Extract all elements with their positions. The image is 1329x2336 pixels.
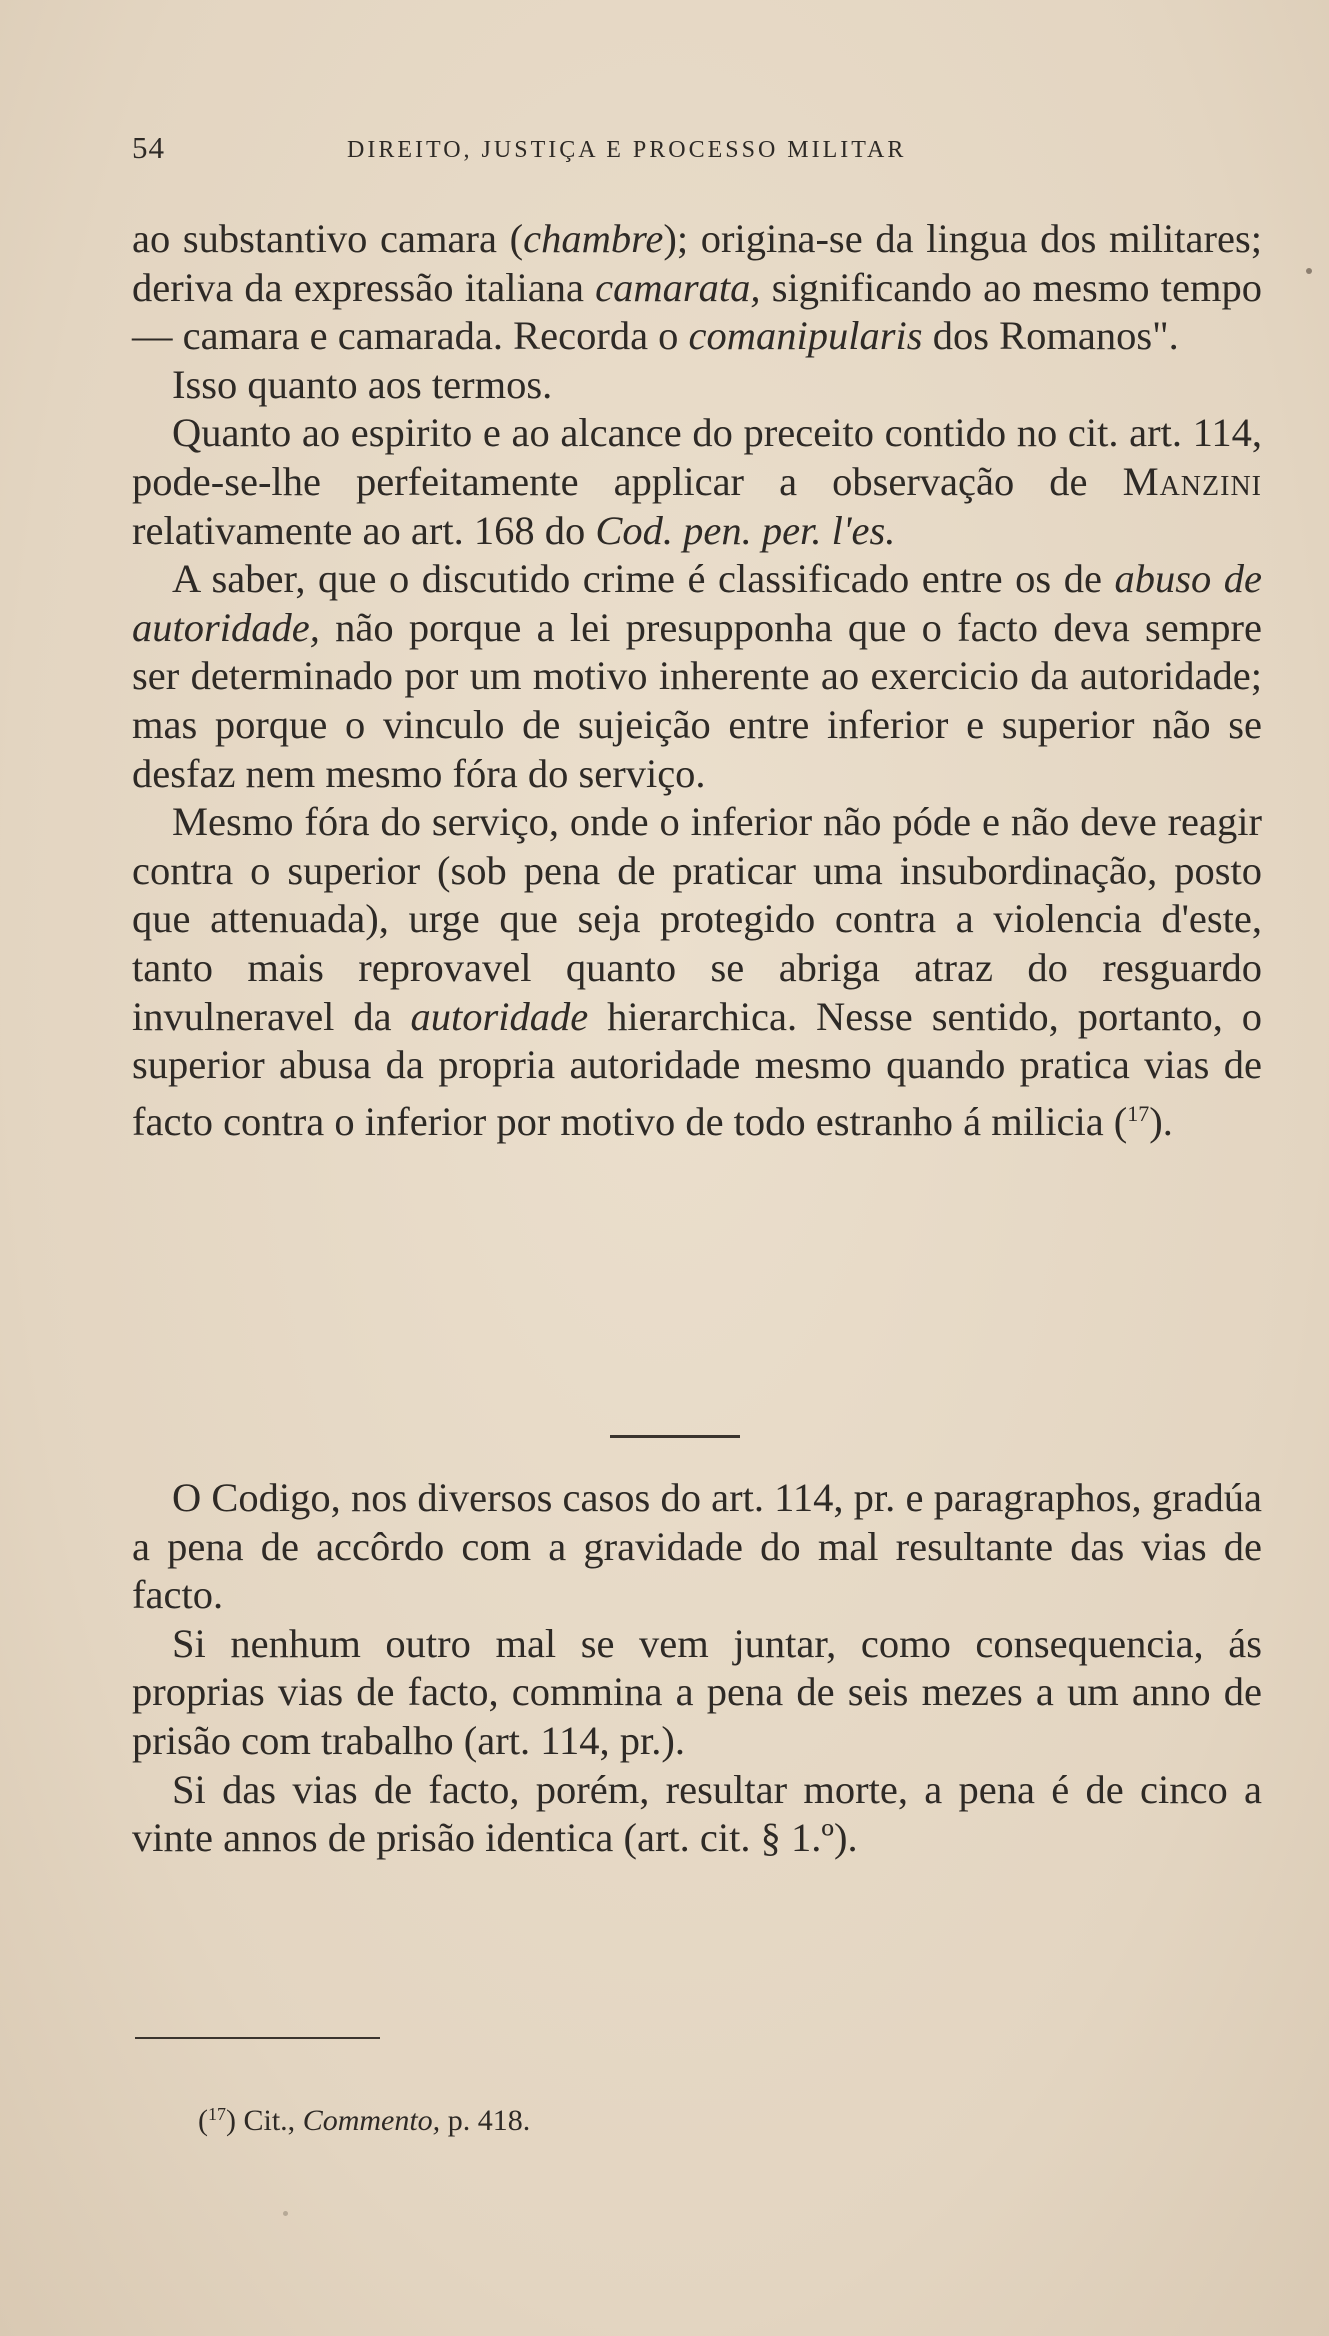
paragraph: Si das vias de facto, porém, resultar morte, a pena é de cinco a vinte annos de prisão identica (art. cit. § 1.º). [132,1766,1262,1861]
body-section-one [132,215,1262,1146]
footnote-text: Cit., [243,2104,303,2137]
text-span: hierarchica. Nesse sentido, portanto, o superior abusa da propria autoridade mesmo quando pratica vias de facto contra o inferior por motivo de todo estranho á milicia ( [132,993,1262,1144]
footnote [198,2096,1098,2139]
running-title: DIREITO, JUSTIÇA E PROCESSO MILITAR [347,137,907,163]
text-span: ). [1149,1098,1173,1144]
italic-term: autoridade [410,993,589,1039]
italic-term: camarata, [595,264,761,310]
paragraph: Si nenhum outro mal se vem juntar, como consequencia, ás proprias vias de facto, commina a pena de seis mezes a um anno de prisão com trabalho (art. 114, pr.). [132,1620,1262,1763]
italic-term: abuso de autoridade, [132,556,1262,650]
text-span: ); origina-se da lingua dos militares; deriva da expressão italiana [132,216,1263,310]
section-divider [610,1435,740,1438]
text-span: A saber, que o discutido crime é classificado entre os de [172,556,1115,602]
footnote-text: p. 418. [440,2104,531,2137]
text-span: Quanto ao espirito e ao alcance do preceito contido no cit. art. 114, pode-se-lhe perfeitamente applicar a observação de [132,410,1262,504]
footnote-title: Commento, [302,2104,441,2137]
paragraph-continued [132,215,1262,361]
text-span: não porque a lei presupponha que o facto deva sempre ser determinado por um motivo inherente ao exercicio da autoridade; mas porque o vinculo de sujeição entre inferior e superior não se desfaz nem mesmo fóra do serviço. [132,604,1262,796]
body-section-two [132,1474,1262,1863]
paper-speck [283,2211,288,2216]
paragraph [132,555,1262,798]
author-name: Manzini [1122,458,1262,504]
page-header [132,130,1262,180]
page-number: 54 [132,130,165,165]
paragraph [132,798,1262,1146]
italic-term: comanipularis [688,313,923,359]
footnote-divider [135,2037,380,2039]
footnote-reference[interactable]: 17 [1127,1100,1150,1126]
paragraph: O Codigo, nos diversos casos do art. 114, pr. e paragraphos, gradúa a pena de accôrdo com a gravidade do mal resultante das vias de facto. [132,1475,1262,1618]
paragraph: Isso quanto aos termos. [172,361,553,407]
text-span: relativamente ao art. 168 do [132,507,596,553]
paper-speck [1306,268,1312,274]
text-span: Mesmo fóra do serviço, onde o inferior não póde e não deve reagir contra o superior (sob pena de praticar uma insubordinação, posto que attenuada), urge que seja protegido contra a violencia d'este, tanto mais reprovavel quanto se abriga atraz do resguardo invulneravel da [132,799,1262,1039]
footnote-number: 17 [208,2104,226,2124]
italic-term: Cod. pen. per. l'es. [595,507,896,553]
text-span: ao substantivo camara ( [132,216,524,261]
text-span: significando ao mesmo tempo — camara e camarada. Recorda o [132,264,1262,359]
italic-term: chambre [523,216,664,261]
footnote-mark: ($^{17}$) [198,2104,236,2137]
text-span: dos Romanos". [922,313,1179,359]
paragraph [132,409,1262,555]
